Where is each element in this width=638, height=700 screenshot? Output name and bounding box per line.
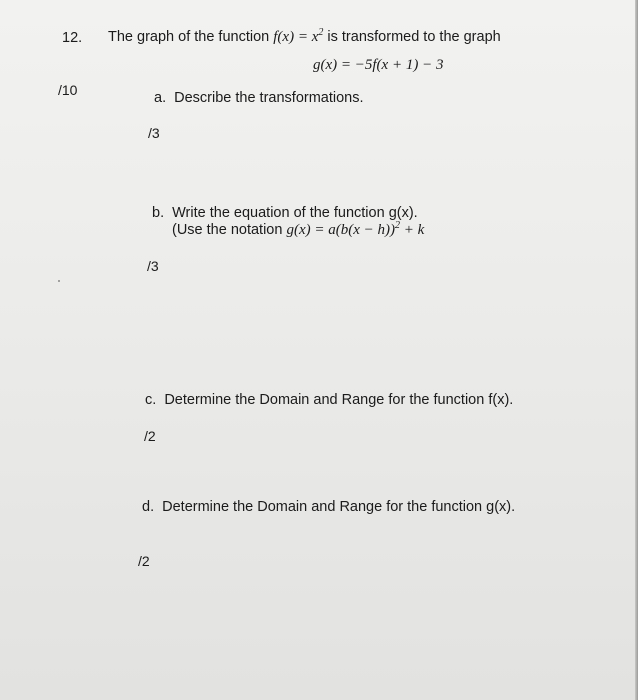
part-b-letter: b. xyxy=(152,205,165,221)
part-a-marks: /3 xyxy=(148,125,160,141)
part-b-marks: /3 xyxy=(147,258,159,274)
part-c-marks: /2 xyxy=(144,428,156,444)
prompt-text-2: is transformed to the graph xyxy=(327,29,501,45)
part-b-notation-intro: (Use the notation xyxy=(172,222,283,238)
part-d xyxy=(142,498,515,516)
f-definition: $f(x) = x^2$ xyxy=(273,27,324,45)
part-c-letter: c. xyxy=(145,392,157,408)
part-a-letter: a. xyxy=(154,90,167,106)
part-d-letter: d. xyxy=(142,499,155,515)
total-marks: /10 xyxy=(58,82,78,98)
g-equation: g(x) = −5f(x + 1) − 3 xyxy=(313,57,444,73)
prompt-text: The graph of the function xyxy=(108,29,270,45)
part-b-text: Write the equation of the function g(x). xyxy=(172,205,418,221)
part-c xyxy=(145,391,513,409)
part-d-text: Determine the Domain and Range for the function g(x). xyxy=(162,499,516,515)
part-a xyxy=(154,89,364,107)
question-number: 12. xyxy=(62,30,83,46)
part-c-text: Determine the Domain and Range for the function f(x). xyxy=(164,392,514,408)
paper-speck xyxy=(58,280,60,282)
part-b xyxy=(152,204,418,222)
question-prompt xyxy=(108,28,501,46)
part-b-notation-line xyxy=(172,221,424,239)
part-b-notation: $g(x) = a(b(x - h))^2 + k$ xyxy=(286,220,425,238)
part-d-marks: /2 xyxy=(138,553,150,569)
part-a-text: Describe the transformations. xyxy=(174,90,364,106)
